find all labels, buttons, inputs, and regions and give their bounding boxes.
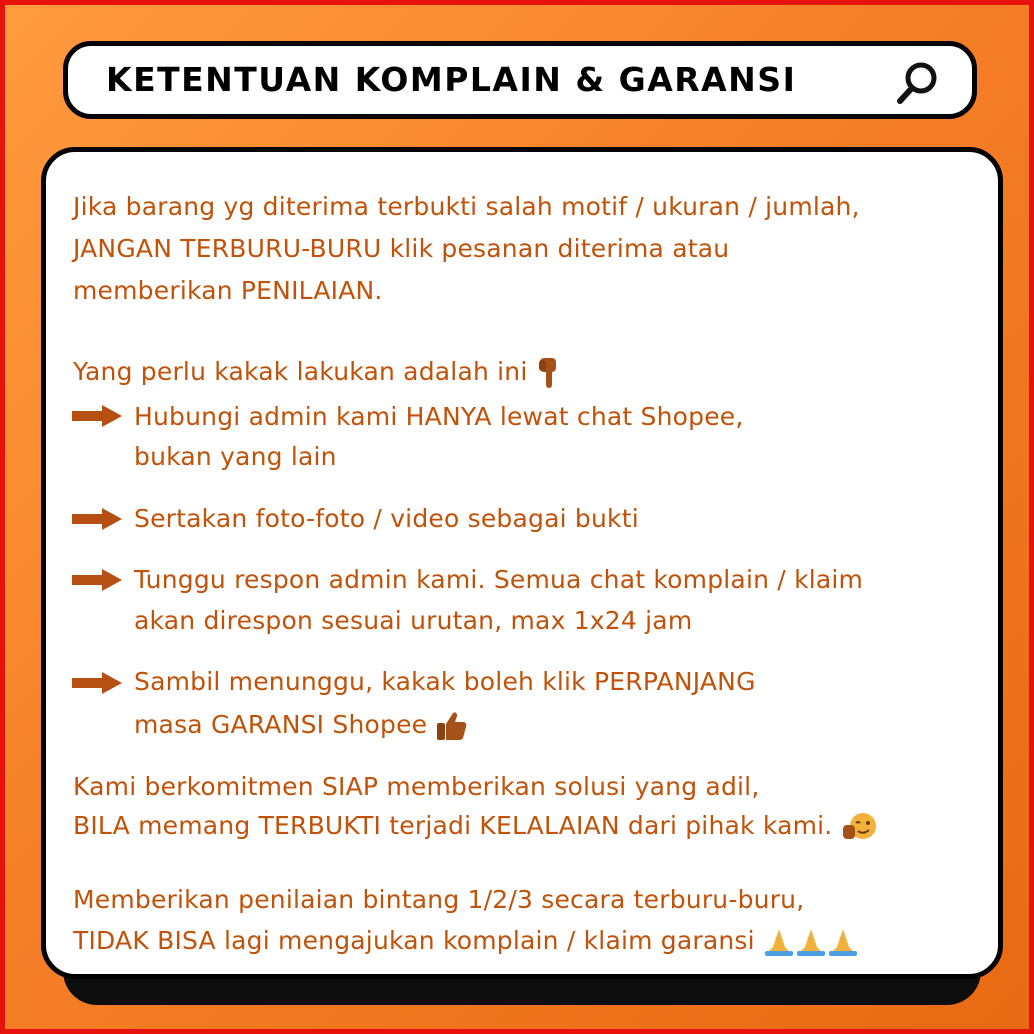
- steps-intro-text: Yang perlu kakak lakukan adalah ini: [73, 357, 528, 386]
- search-icon: [894, 59, 942, 107]
- step-1-line-1: Hubungi admin kami HANYA lewat chat Shopee,: [134, 402, 744, 431]
- intro-line-3: memberikan PENILAIAN.: [73, 276, 383, 305]
- commitment-line-2-text: BILA memang TERBUKTI terjadi KELALAIAN dari pihak kami.: [73, 811, 833, 840]
- step-1-line-2: bukan yang lain: [134, 442, 337, 471]
- wink-icon: [841, 811, 877, 843]
- warning-line-2: [73, 924, 859, 958]
- step-2-line-1: Sertakan foto-foto / video sebagai bukti: [134, 504, 639, 533]
- commitment-line-1: Kami berkomitmen SIAP memberikan solusi yang adil,: [73, 772, 760, 801]
- steps-intro: [73, 355, 562, 390]
- step-4-line-2: [134, 708, 469, 742]
- intro-line-2: JANGAN TERBURU-BURU klik pesanan diterima atau: [73, 234, 730, 263]
- step-3-line-1: Tunggu respon admin kami. Semua chat komplain / klaim: [134, 565, 864, 594]
- pointing-down-icon: [536, 356, 562, 390]
- step-4-line-2-text: masa GARANSI Shopee: [134, 710, 428, 739]
- step-4-line-1: Sambil menunggu, kakak boleh klik PERPANJANG: [134, 667, 756, 696]
- content-card: [41, 147, 1003, 979]
- warning-line-2-text: TIDAK BISA lagi mengajukan komplain / klaim garansi: [73, 926, 755, 955]
- arrow-icon: [72, 508, 122, 530]
- arrow-icon: [72, 405, 122, 427]
- arrow-icon: [72, 569, 122, 591]
- step-3-line-2: akan direspon sesuai urutan, max 1x24 jam: [134, 606, 693, 635]
- page-title: KETENTUAN KOMPLAIN & GARANSI: [106, 60, 797, 99]
- arrow-icon: [72, 672, 122, 694]
- folded-hands-icon: [763, 927, 859, 957]
- warning-line-1: Memberikan penilaian bintang 1/2/3 secara terburu-buru,: [73, 885, 805, 914]
- intro-line-1: Jika barang yg diterima terbukti salah motif / ukuran / jumlah,: [73, 192, 860, 221]
- thumbs-up-icon: [435, 710, 469, 742]
- title-banner: [63, 41, 977, 119]
- commitment-line-2: [73, 809, 877, 843]
